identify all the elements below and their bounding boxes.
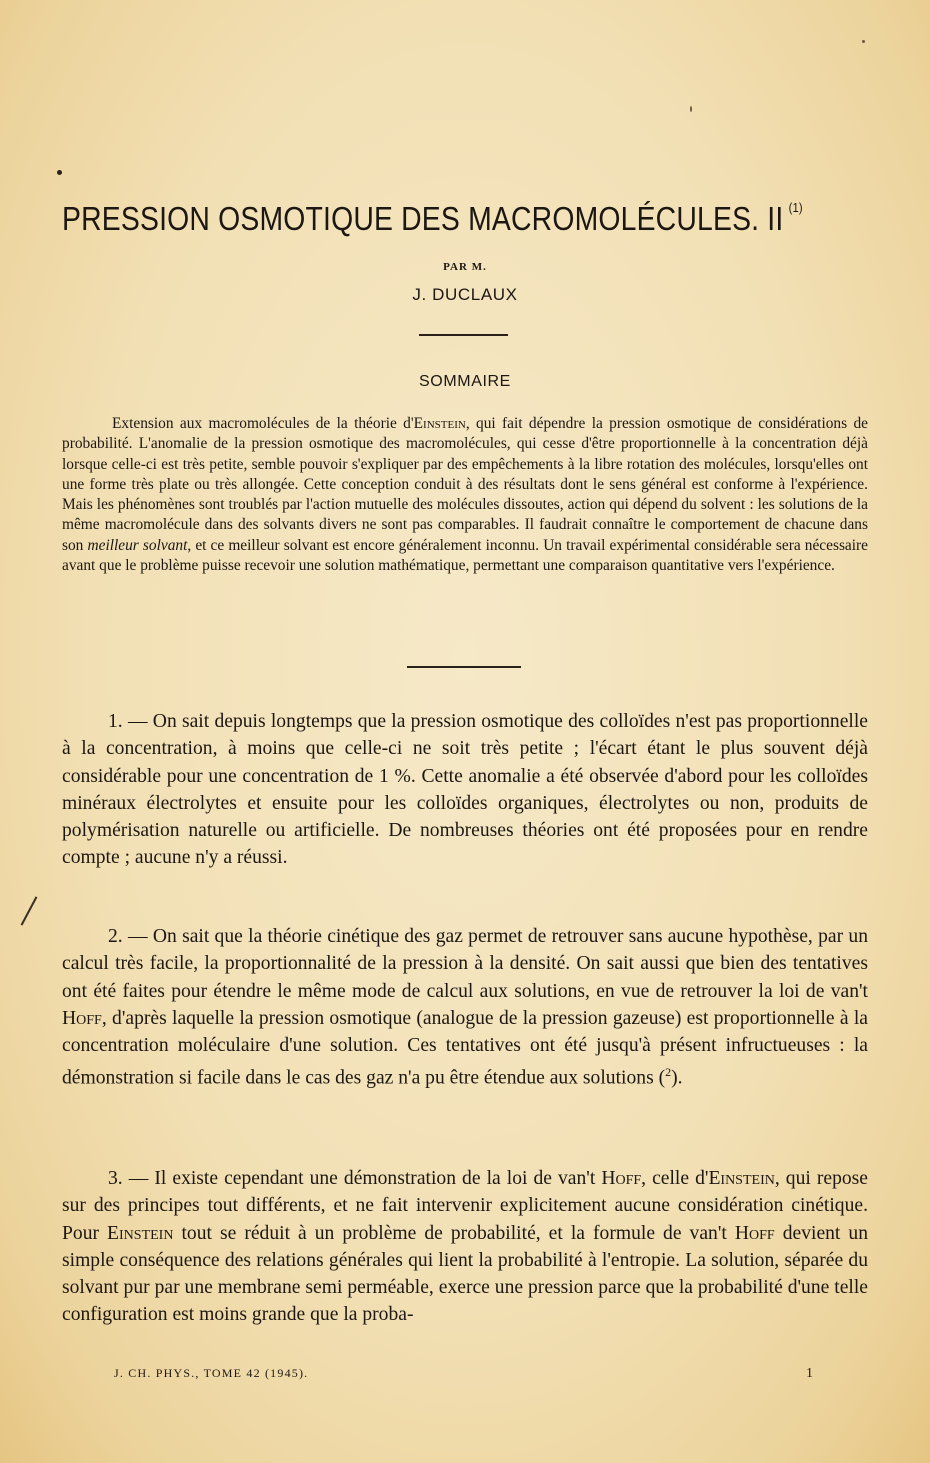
paragraph-text: 3. — Il existe cependant une démonstration de la loi de van't bbox=[108, 1168, 602, 1189]
name-hoff: Hoff bbox=[601, 1168, 642, 1189]
paragraph-text: , celle d' bbox=[641, 1168, 709, 1189]
summary-heading: SOMMAIRE bbox=[419, 373, 511, 390]
summary-text: , et ce meilleur solvant est encore généralement inconnu. Un travail expérimental considérable sera nécessaire avant que le problème puisse recevoir une solution mathématique, permettant une comparaison quantitative vers l'expérience. bbox=[62, 536, 868, 575]
paragraph-3 bbox=[62, 1165, 868, 1329]
paragraph-text: , d'après laquelle la pression osmotique (analogue de la pression gazeuse) est proportionnelle à la concentration moléculaire d'une solution. Ces tentatives ont été jusqu'à présent infructueuses : la démonstration si facile dans le cas des gaz n'a pu être étendue aux solutions ( bbox=[62, 1007, 868, 1090]
margin-dot bbox=[57, 170, 62, 175]
title-text: PRESSION OSMOTIQUE DES MACROMOLÉCULES. II bbox=[62, 200, 784, 237]
paragraph-text: 2. — On sait que la théorie cinétique des gaz permet de retrouver sans aucune hypothèse, par un calcul très facile, la proportionnalité de la pression à la densité. On sait aussi que bien des tentatives ont été faites pour étendre le même mode de calcul aux solutions, en vue de retrouver la loi de van't bbox=[62, 926, 868, 1002]
summary-name-einstein: Einstein bbox=[413, 415, 466, 432]
margin-pencil-mark bbox=[21, 896, 38, 925]
paper-speck bbox=[690, 106, 692, 112]
name-hoff: Hoff bbox=[62, 1007, 102, 1029]
paragraph-2 bbox=[62, 923, 868, 1092]
paragraph-1: 1. — On sait depuis longtemps que la pression osmotique des colloïdes n'est pas proportionnelle à la concentration, à moins que celle-ci ne soit très petite ; l'écart étant le plus souvent déjà considérable pour une concentration de 1 %. Cette anomalie a été observée d'abord pour les colloïdes minéraux électrolytes et ensuite pour les colloïdes organiques, électrolytes ou non, produits de polymérisation naturelle ou artificielle. De nombreuses théories ont été proposées pour en rendre compte ; aucune n'y a réussi. bbox=[62, 711, 868, 869]
name-einstein: Einstein bbox=[708, 1168, 775, 1189]
paragraph-text: ). bbox=[671, 1068, 683, 1090]
paragraph-text: tout se réduit à un problème de probabilité, et la formule de van't bbox=[173, 1222, 735, 1244]
paragraph-text: devient un simple conséquence des relations générales qui lient la probabilité à l'entropie. La solution, séparée du solvant pur par une membrane semi perméable, exerce une pression parce que la probabilité d'une telle configuration est moins grande que la proba- bbox=[62, 1222, 868, 1326]
author-name: J. DUCLAUX bbox=[412, 285, 518, 304]
paragraph-text: , qui repose sur des principes tout différents, et ne fait intervenir explicitement aucune considération cinétique. Pour bbox=[62, 1168, 868, 1244]
summary-text: Extension aux macromolécules de la théorie d' bbox=[112, 415, 414, 432]
paper-speck bbox=[862, 40, 865, 43]
rule-after-summary bbox=[407, 666, 521, 668]
article-title bbox=[62, 200, 803, 238]
summary-text: , qui fait dépendre la pression osmotique de considérations de probabilité. L'anomalie de la pression osmotique des macromolécules, qui cesse d'être proportionnelle à la concentration déjà lorsque celle-ci est très petite, semble pouvoir s'expliquer par des empêchements à la libre rotation des molécules, lorsqu'elles ont une forme très plate ou très allongée. Cette conception conduit à des résultats dont le sens général est conforme à l'expérience. Mais les phénomènes sont troublés par l'action mutuelle des molécules dissoutes, action qui dépend du solvent : les solutions de la même macromolécule dans des solvants divers ne sont pas comparables. Il faudrait connaître le comportement de chacune dans son bbox=[62, 415, 868, 554]
title-footnote-ref: (1) bbox=[788, 200, 803, 215]
byline-par: PAR M. bbox=[443, 261, 487, 273]
name-hoff: Hoff bbox=[734, 1222, 775, 1244]
summary-italic: meilleur solvant bbox=[87, 536, 188, 554]
rule-under-author bbox=[419, 334, 508, 336]
footer-journal-citation: J. CH. PHYS., TOME 42 (1945). bbox=[114, 1366, 309, 1380]
footer-page-number: 1 bbox=[806, 1366, 813, 1381]
footnote-ref-2: 2 bbox=[665, 1065, 672, 1080]
summary-paragraph bbox=[62, 414, 868, 576]
name-einstein: Einstein bbox=[107, 1222, 174, 1244]
